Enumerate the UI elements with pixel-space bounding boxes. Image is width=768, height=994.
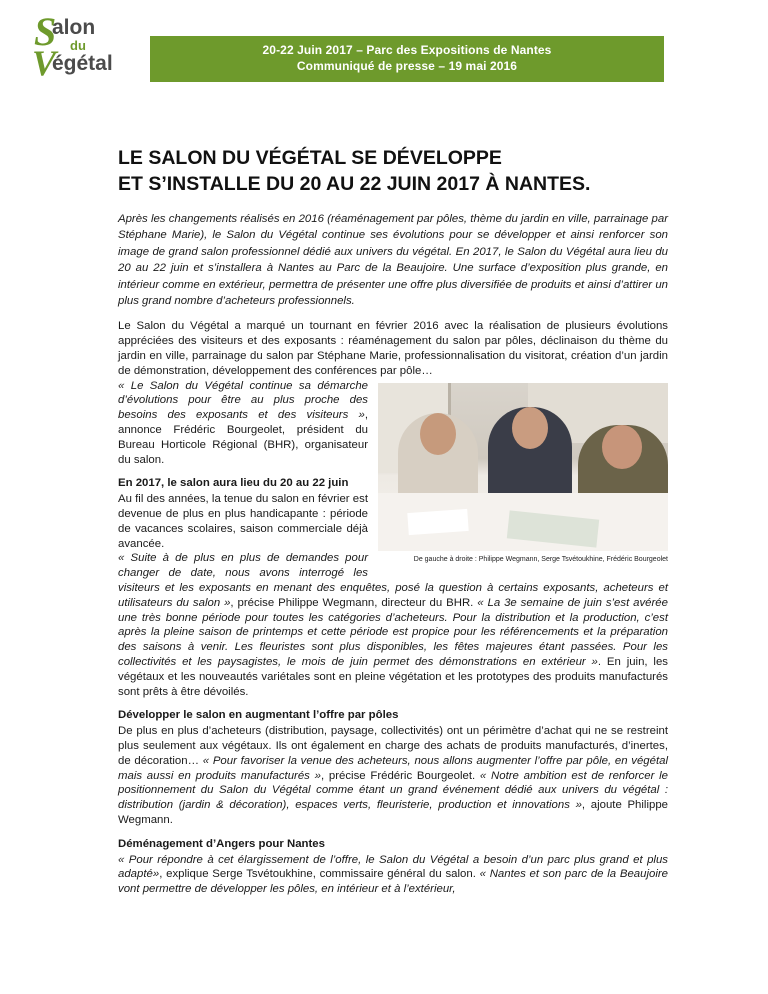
group-photo [378,383,668,551]
attribution-wegmann: , précise Philippe Wegmann, directeur du BHR. [230,596,478,609]
logo-v: V [32,43,57,83]
section-heading-dates: En 2017, le salon aura lieu du 20 au 22 juin [118,477,349,490]
quote-wegmann-1: « Suite à de plus en plus de demandes pour changer de date, nous avons interrogé les visiteurs et les exposants en menant des enquêtes, posé la question à certains exposants, acheteurs et utilisateurs du salon » [118,552,668,609]
logo-s: S [34,9,57,54]
attribution-wegmann-2: , ajoute Philippe Wegmann. [118,799,668,826]
banner-release-line: Communiqué de presse – 19 mai 2016 [296,59,518,73]
page-title [118,145,668,197]
intro-paragraph: Après les changements réalisés en 2016 (réaménagement par pôles, thème du jardin en ville, parrainage par Stéphane Marie), le Salon du Végétal continue ses évolutions pour se développer et ainsi renforcer son image de grand salon professionnel dédié aux univers du végétal. En 2017, le Salon du Végétal aura lieu du 20 au 22 juin et s’installera à Nantes au Parc de la Beaujoire. Une surface d’exposition plus grande, en intérieur comme en extérieur, permettra de présenter une offre plus diversifiée de produits et ainsi d’attirer un plus grand nombre d’acheteurs professionnels. [118,213,668,308]
banner-event-line: 20-22 Juin 2017 – Parc des Expositions de Nantes [262,43,552,57]
paragraph-5-start: De plus en plus d’acheteurs (distribution, paysage, collectivités) ont un périmètre d’achat qui ne se restreint plus seulement aux végétaux. Ils ont également en charge des achats de produits manufacturés, d’inertes, de décoration… [118,725,668,767]
quote-wegmann-3: « Notre ambition est de renforcer le positionnement du Salon du Végétal comme étant un grand événement dédié aux univers du végétal : distribution (jardin & décoration), espaces verts, fleuristerie, production et innovations » [118,769,669,812]
photo-figure [374,383,668,571]
logo-alon: alon [52,16,96,39]
attribution-bourgeolet-2: , précise Frédéric Bourgeolet. [320,769,480,782]
quote-bourgeolet: « Le Salon du Végétal continue sa démarche d’évolutions pour être au plus proche des besoins des exposants et des visiteurs » [118,379,368,422]
section-heading-offer: Développer le salon en augmentant l’offre par pôles [118,709,399,722]
press-release-body [118,145,668,897]
title-line-2: ET S’INSTALLE DU 20 AU 22 JUIN 2017 À NANTES. [118,173,591,195]
paragraph-4-end: . En juin, les végétaux et les nouveautés variétales sont en pleine végétation et les prototypes des produits manufacturés sont prêts à être dévoilés. [118,655,668,698]
paragraph-5 [118,724,668,828]
quote-bourgeolet-2: « Pour favoriser la venue des acheteurs, nous allons augmenter l’offre par pôle, en végétal mais aussi en produits manufacturés » [118,754,668,782]
attribution-tsvetoukhine: , explique Serge Tsvétoukhine, commissaire général du salon. [159,868,480,881]
quote-tsvetoukhine-1: « Pour répondre à cet élargissement de l’offre, le Salon du Végétal a besoin d’un parc plus grand et plus adapté» [118,853,668,881]
header-banner [150,36,664,82]
quote-tsvetoukhine-2: « Nantes et son parc de la Beaujoire vont permettre de développer les pôles, en intérieur et à l’extérieur, [118,868,668,896]
paragraph-6 [118,853,668,897]
logo-du: du [70,38,86,53]
logo-egetal: égétal [52,52,113,75]
paragraph-3: Au fil des années, la tenue du salon en février est devenue de plus en plus handicapante : période de vacances scolaires, saison commerciale déjà avancée. [118,493,368,550]
title-line-1: LE SALON DU VÉGÉTAL SE DÉVELOPPE [118,147,502,169]
paragraph-4 [118,551,668,699]
photo-caption: De gauche à droite : Philippe Wegmann, Serge Tsvétoukhine, Frédéric Bourgeolet [413,555,668,563]
paragraph-1: Le Salon du Végétal a marqué un tournant en février 2016 avec la réalisation de plusieurs évolutions appréciées des visiteurs et des exposants : réaménagement du salon par pôles, déclinaison du thème du jardin en ville, parrainage du salon par Stéphane Marie, professionnalisation du visitorat, création d’un jardin de démonstration, développement des conférences par pôle… [118,320,668,377]
quote-wegmann-2: « La 3e semaine de juin s’est avérée une très bonne période pour toutes les catégories d’acheteurs. Pour la distribution et la production, c’est après la pleine saison de printemps et cette période est propice pour les référencements et la préparation des saisons à venir. Les fleuristes sont plus disponibles, les fêtes majeures étant passées. Pour les collectivités et les paysagistes, le mois de juin permet des démonstrations en extérieur » [118,596,668,668]
attribution-bourgeolet: , annonce Frédéric Bourgeolet, président du Bureau Horticole Régional (BHR), organisateur du salon. [118,409,368,466]
section-heading-move: Déménagement d’Angers pour Nantes [118,837,325,850]
salon-du-vegetal-logo [32,9,116,83]
